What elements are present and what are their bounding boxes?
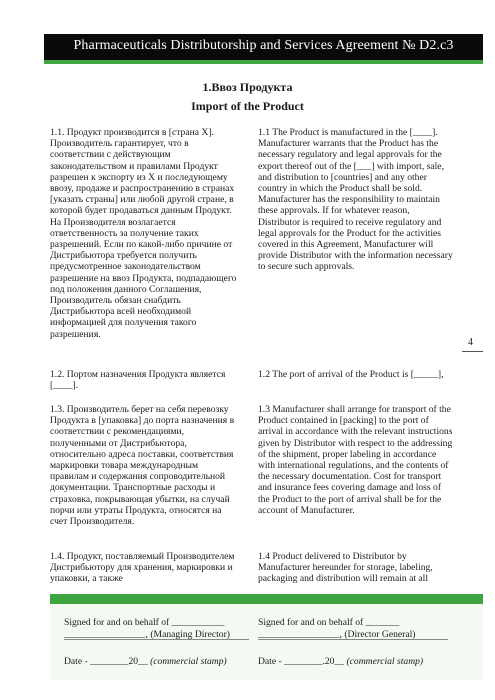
section-title-en: Import of the Product: [191, 99, 304, 113]
clause-1-1-en: 1.1 The Product is manufactured in the [____]. Manufacturer warrants that the Product has the necessary regulatory and legal approvals for the export thereof out of the [___] with import, sale, and distribution to [countries] and any other country in which the Product shall be sold. Manufacturer has the responsibility to maintain these approvals. If for whatever reason, Distributor is required to receive regulatory and legal approvals for the Product for the activities covered in this Agreement, Manufacturer will provide Distributor with the information necessary to secure such approvals.: [258, 127, 453, 273]
signature-footer: [50, 594, 483, 680]
page-number: 4: [468, 337, 473, 348]
clause-1-3-ru: 1.3. Производитель берет на себя перевозку Продукта в [упаковка] до порта назначения в соответствии с рекомендациями, полученными от Дистрибьютора, относительно адреса поставки, соответствия маркировки товара международным правилам и содержания сопроводительной документации. Транспортные расходы и страховка, покрывающая убытки, на случай порчи или утраты Продукта, относятся на счет Производителя.: [50, 404, 235, 528]
right-commercial-stamp: (commercial stamp): [346, 656, 424, 667]
left-signed-line: Signed for and on behalf of ___________: [64, 617, 225, 628]
right-role-line: _________________, (Director General): [258, 628, 416, 640]
clause-1-2-en: 1.2 The port of arrival of the Product is [_____],: [258, 369, 444, 380]
right-signed-line: Signed for and on behalf of _______: [258, 617, 400, 628]
document-title: Pharmaceuticals Distributorship and Services Agreement № D2.c3: [73, 38, 454, 53]
clause-1-1-ru: 1.1. Продукт производится в [страна X]. Производитель гарантирует, что в соответствии с действующим законодательством и правилами Продукт разрешен к экспорту из X и последующему ввозу, продаже и распространению в странах [указать страны] или любой другой стране, в которой будет продаваться данным Продукт. На Производителя возлагается ответственность за получение таких разрешений. Если по какой-либо причине от Дистрибьютора требуется получить предусмотренное законодательством разрешение на ввоз Продукта, подпадающего под положения данного Соглашения, Производитель обязан снабдить Дистрибьютора всей необходимой информацией для получения такого разрешения.: [50, 127, 237, 340]
right-date-line: Date - ________.20__ (commercial stamp): [258, 656, 424, 667]
section-title-ru: 1.Ввоз Продукта: [202, 80, 293, 94]
page-number-rule: [462, 351, 483, 352]
left-date-line: Date - ________20__ (commercial stamp): [64, 656, 227, 667]
clause-1-4-ru: 1.4. Продукт, поставляемый Производителем Дистрибьютору для хранения, маркировки и упаковки, а также: [50, 551, 235, 585]
signature-block-left: [64, 617, 259, 668]
left-divider: [64, 639, 249, 640]
left-role-line: _________________, (Managing Director): [64, 628, 230, 640]
clause-1-3-en: 1.3 Manufacturer shall arrange for transport of the Product contained in [packing] to the port of arrival in accordance with the relevant instructions given by Distributor with respect to the addressing of the shipment, proper labeling in accordance with international regulations, and the contents of the necessary documentation. Cost for transport and insurance fees covering damage and loss of the Product to the port of arrival shall be for the account of Manufacturer.: [258, 404, 453, 516]
document-header: [44, 34, 483, 64]
left-commercial-stamp: (commercial stamp): [150, 656, 227, 667]
footer-accent-bar: [50, 594, 483, 604]
right-divider: [258, 639, 448, 640]
signature-block-right: [258, 617, 458, 668]
clause-1-4-en: 1.4 Product delivered to Distributor by Manufacturer hereunder for storage, labeling, packaging and distribution will remain at all: [258, 551, 433, 585]
clause-1-2-ru: 1.2. Портом назначения Продукта является [____].: [50, 369, 226, 392]
